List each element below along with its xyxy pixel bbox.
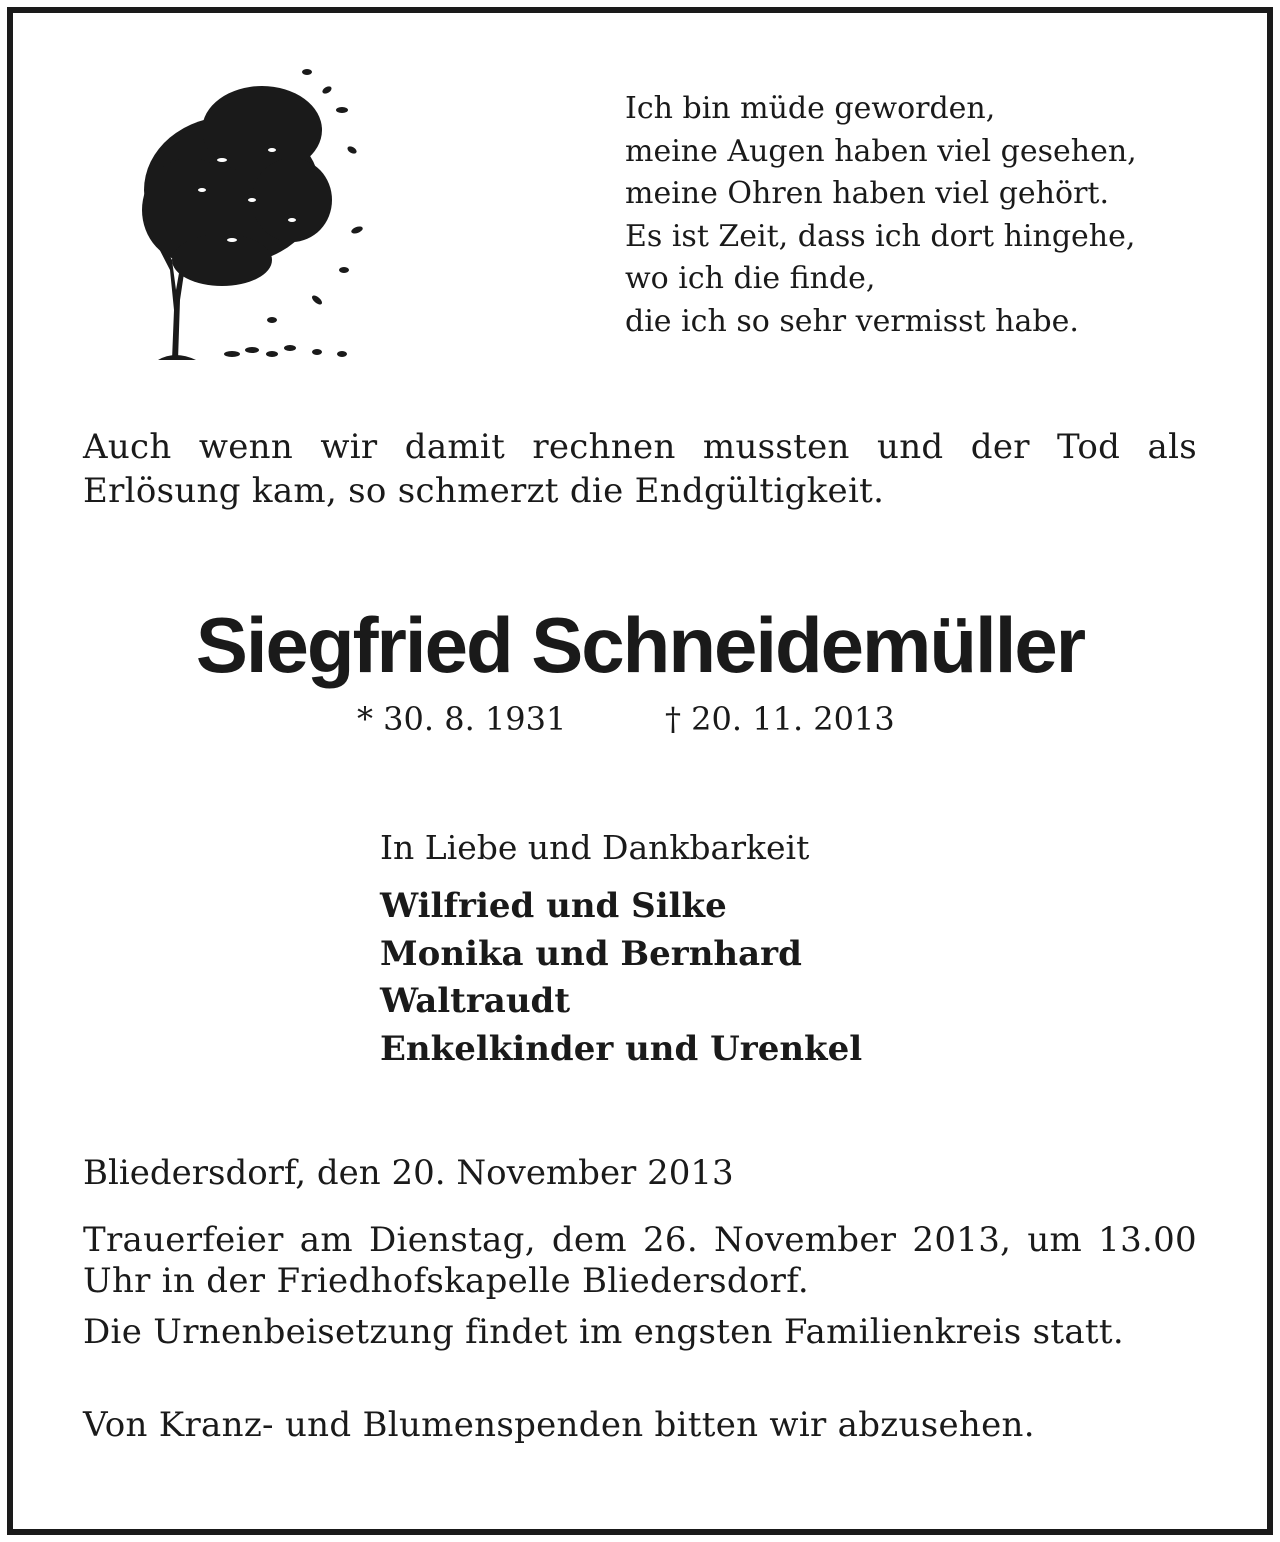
mourners-intro: In Liebe und Dankbarkeit — [380, 828, 810, 867]
poem-line: die ich so sehr vermisst habe. — [625, 303, 1079, 339]
poem — [625, 88, 1137, 343]
poem-line: wo ich die finde, — [625, 261, 876, 296]
intro-text: Auch wenn wir damit rechnen mussten und der Tod als Erlösung kam, so schmerzt die Endgültigkeit. — [83, 427, 1197, 511]
poem-line: meine Ohren haben viel gehört. — [625, 176, 1109, 211]
place-date: Bliedersdorf, den 20. November 2013 — [83, 1153, 734, 1193]
mourners-list — [380, 883, 862, 1073]
poem-line: Ich bin müde geworden, — [625, 91, 996, 126]
flowers-notice: Von Kranz- und Blumenspenden bitten wir abzusehen. — [83, 1405, 1035, 1445]
death-date: † 20. 11. 2013 — [665, 700, 895, 738]
funeral-notice: Trauerfeier am Dienstag, dem 26. November 2013, um 13.00 Uhr in der Friedhofskapelle Bliedersdorf. — [83, 1220, 1197, 1301]
birth-date: * 30. 8. 1931 — [357, 700, 567, 738]
poem-line: Es ist Zeit, dass ich dort hingehe, — [625, 218, 1136, 254]
poem-line: meine Augen haben viel gesehen, — [625, 133, 1137, 169]
mourner-name: Enkelkinder und Urenkel — [380, 1028, 863, 1069]
mourner-name: Monika und Bernhard — [380, 933, 802, 974]
mourner-name: Wilfried und Silke — [380, 886, 727, 926]
windblown-tree-icon — [112, 60, 372, 370]
mourner-name: Waltraudt — [380, 981, 571, 1021]
urn-notice: Die Urnenbeisetzung findet im engsten Familienkreis statt. — [83, 1312, 1124, 1352]
deceased-name: Siegfried Schneidemüller — [195, 601, 1085, 689]
